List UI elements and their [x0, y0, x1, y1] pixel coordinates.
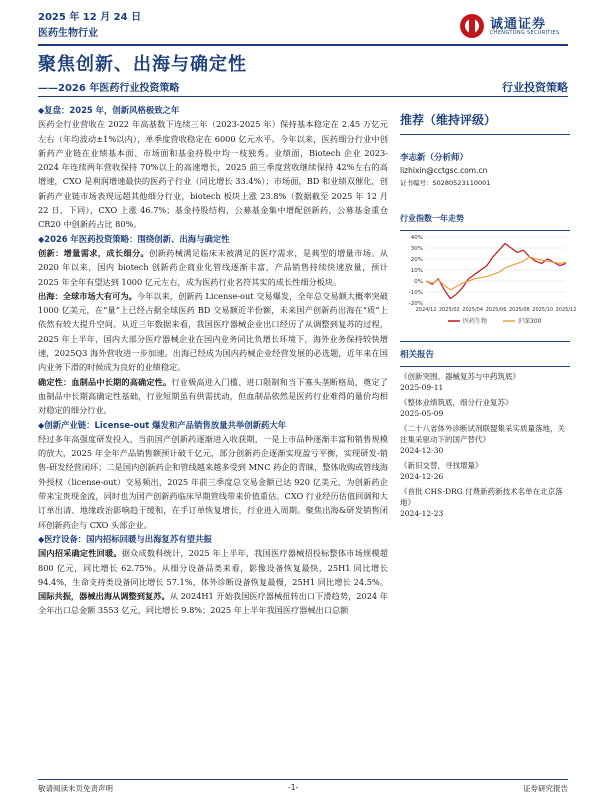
- chart-y-tick-label: -20%: [408, 301, 423, 307]
- chart-y-tick-label: 10%: [410, 268, 423, 274]
- analyst-email[interactable]: lizhixin@cctgsc.com.cn: [400, 166, 488, 175]
- report-type: 行业投资策略: [502, 81, 568, 94]
- chart-y-tick-label: 0%: [414, 279, 423, 285]
- section-medical-devices-body: 国内招采确定性回暖。据众成数科统计，2025 年上半年，我国医疗器械招投标整体市场规模超 800 亿元，同比增长 62.75%。从细分设备品类来看，影像设备恢复最快，25H1 同比增长 94.4%，生命支持类设备同比增长 57.1%，体外诊断设备恢复最慢，25H1 同比增长 24.5%。国际共振，器械出海从调整到复苏。从 2024H1 开始我国医疗器械扭转出口下滑趋势，2024 年全年出口总金额 3553 亿元，同比增长 9.8%；2025 年上半年我国医疗器械出口总额: [38, 548, 388, 616]
- logo-emblem-icon: [458, 12, 486, 40]
- header-divider: [38, 44, 568, 46]
- chart-y-tick-label: 20%: [410, 257, 423, 263]
- chart-legend-label: 沪深300: [518, 318, 542, 325]
- chart-y-tick-label: -10%: [408, 290, 423, 296]
- chart-legend-label: 医药生物: [463, 318, 488, 325]
- footer-divider: [38, 779, 568, 780]
- related-report[interactable]: 《新旧交替，寻找增量》 2024-12-26: [400, 461, 483, 481]
- section-innovation-chain-body: 经过多年高强度研发投入，当前国产创新药逐渐进入收获期，一是上市品种逐渐丰富和销售规模的放大，2025 年全年产品销售额预计破千亿元，部分创新药企逐渐实现盈亏平衡，实现研发-销售-研发经营闭环；二是国内创新药企和管线越来越多受到 MNC 药企的青睐，整体收购或管线海外授权（license-out）交易频出，2025 年前三季度总交易金额已达 920 亿美元，为创新药企带来宝贵现金流，同时也为国产创新药临床早期管线带来价值重估。CXO 行业经历估值回调和大订单出清、地缘政治影响趋于缓和，在手订单恢复增长，行业进入周期。聚焦出海&研发销售闭环创新药企与 CXO 头部企业。: [38, 433, 388, 530]
- chart-x-tick-label: 2025/04: [462, 307, 484, 313]
- diamond-bullet-icon: ◆: [38, 419, 45, 430]
- report-subtitle: ——2026 年医药行业投资策略: [38, 83, 180, 94]
- related-report[interactable]: 《首批 CHS-DRG 付费新药新技术名单在北京落地》 2024-12-23: [400, 487, 563, 518]
- sidebar: [400, 103, 577, 519]
- rating-label: 推荐（维持评级）: [400, 113, 497, 127]
- title-divider: [38, 96, 568, 97]
- chart-y-tick-label: 30%: [410, 246, 423, 252]
- analyst-cert: 证书编号：S0280523110001: [400, 179, 491, 187]
- page-number: -1-: [288, 783, 299, 792]
- strategy-certainty: 确定性：血制品中长期的高确定性。行业极高进入门槛、进口限制和当下寡头垄断格局，奠定了血制品中长期高确定性基础，行业短期虽有供需扰动，但血制品依然是医药行业难得的量价均相对稳定的细分行业。: [38, 376, 388, 416]
- diamond-bullet-icon: ◆: [38, 233, 45, 244]
- strategy-innovation: 创新：增量需求，成长细分。创新药械满足临床未被满足的医疗需求，是典型的增量市场。从 2020 年以来，国内 biotech 创新药企商业化管线逐渐丰富，产品销售持续快速放量，预计 2025 年全年有望达到 1000 亿元左右，成为医药行业名符其实的成长性细分板块。: [38, 247, 388, 287]
- chart-title: 行业指数一年走势: [400, 214, 464, 223]
- footer-doc-type: 证券研究报告: [523, 784, 568, 793]
- analyst-name: 李志新（分析师）: [400, 153, 469, 163]
- diamond-bullet-icon: ◆: [38, 533, 45, 544]
- index-trend-chart: [400, 231, 577, 331]
- related-divider: [400, 366, 570, 367]
- chart-x-tick-label: 2025/08: [508, 307, 530, 313]
- main-content: [38, 103, 388, 618]
- report-title: 聚焦创新、出海与确定性: [38, 54, 247, 75]
- logo-subtitle: CHENGTONG SECURITIES: [490, 30, 560, 36]
- footer-disclaimer: 敬请阅读末页免责声明: [38, 784, 113, 793]
- company-logo: [458, 12, 570, 40]
- related-reports-list: [400, 371, 570, 519]
- chart-x-tick-label: 2025/02: [438, 307, 460, 313]
- section-strategy-heading: ◆2026 年医药投资策略：围绕创新、出海与确定性: [38, 233, 230, 244]
- rating-divider: [400, 134, 570, 135]
- related-reports-title: 相关报告: [400, 350, 435, 360]
- chart-x-tick-label: 2025/10: [532, 307, 554, 313]
- related-report[interactable]: 《创新突围、器械复苏与中药筑底》 2025-09-11: [400, 372, 520, 392]
- diamond-bullet-icon: ◆: [38, 105, 45, 115]
- industry-label: 医药生物行业: [38, 28, 98, 39]
- section-review-body: 医药全行业营收在 2022 年高基数下连续三年（2023-2025 年）保持基本稳定在 2.45 万亿元左右（年均波动±1%以内），单季度营收稳定在 6000 亿元水平。今年以来，医药细分行业中创新药产业链在业绩基本面、市场面和基金持股中均一枝独秀。业绩面，Biotech 企业 2023-2024 年连续两年营收保持 70%以上的高速增长，2025 前三季度营收继续保持 42%左右的高增速，CXO 是利润增速最快的医药子行业（同比增长 33.4%）；市场面，BD 和业绩双催化，创新药产业链市场表现远超其他细分行业，biotech 板块上涨 23.8%（数据截至 2025 年 12 月 22 日，下同），CXO 上涨 46.7%；基金持股结构，公募基金集中增配创新药，公募基金重仓 CR20 中创新药占比 80%。: [38, 119, 388, 230]
- related-report[interactable]: 《整体业绩筑底，细分行业复苏》 2025-05-09: [400, 398, 513, 418]
- strategy-overseas: 出海：全球市场大有可为。今年以来，创新药 License-out 交易爆发，全年总交易额大概率突破 1000 亿美元，在“量”上已经占据全球医药 BD 交易额近半份额，未来国产创新药出海在“质”上依然有较大提升空间。从近三年数据来看，我国医疗器械企业出口经历了从调整到复苏的过程，2025 年上半年，国内大部分医疗器械企业在国内业务同比负增长环境下，海外业务保持较快增速，2025Q3 海外营收进一步加速。出海已经成为国内药械企业经营发展的必选题，近年来在国内业务下滑的时候成为良好的业绩稳定。: [38, 290, 388, 373]
- section-medical-devices-heading: ◆医疗设备：国内招标回暖与出海复苏有望共振: [38, 533, 212, 544]
- logo-name: 诚通证券: [490, 17, 547, 32]
- section-innovation-chain-heading: ◆创新产业链：License-out 爆发和产品销售放量共举创新药大年: [38, 419, 287, 430]
- chart-y-tick-label: 40%: [410, 235, 423, 241]
- chart-series-line: [426, 244, 566, 299]
- chart-x-tick-label: 2024/12: [415, 307, 437, 313]
- chart-series-line: [426, 257, 566, 290]
- section-review-heading: ◆复盘：2025 年，创新风格极致之年: [38, 105, 180, 115]
- chart-x-tick-label: 2025/06: [485, 307, 507, 313]
- report-date: 2025 年 12 月 24 日: [38, 12, 142, 23]
- chart-bottom-divider: [400, 341, 570, 342]
- chart-x-tick-label: 2025/12: [555, 307, 577, 313]
- related-report[interactable]: 《二十八省体外诊断试剂联盟集采实质量落地，关注集采驱动下的国产替代》 2024-12-30: [400, 424, 565, 455]
